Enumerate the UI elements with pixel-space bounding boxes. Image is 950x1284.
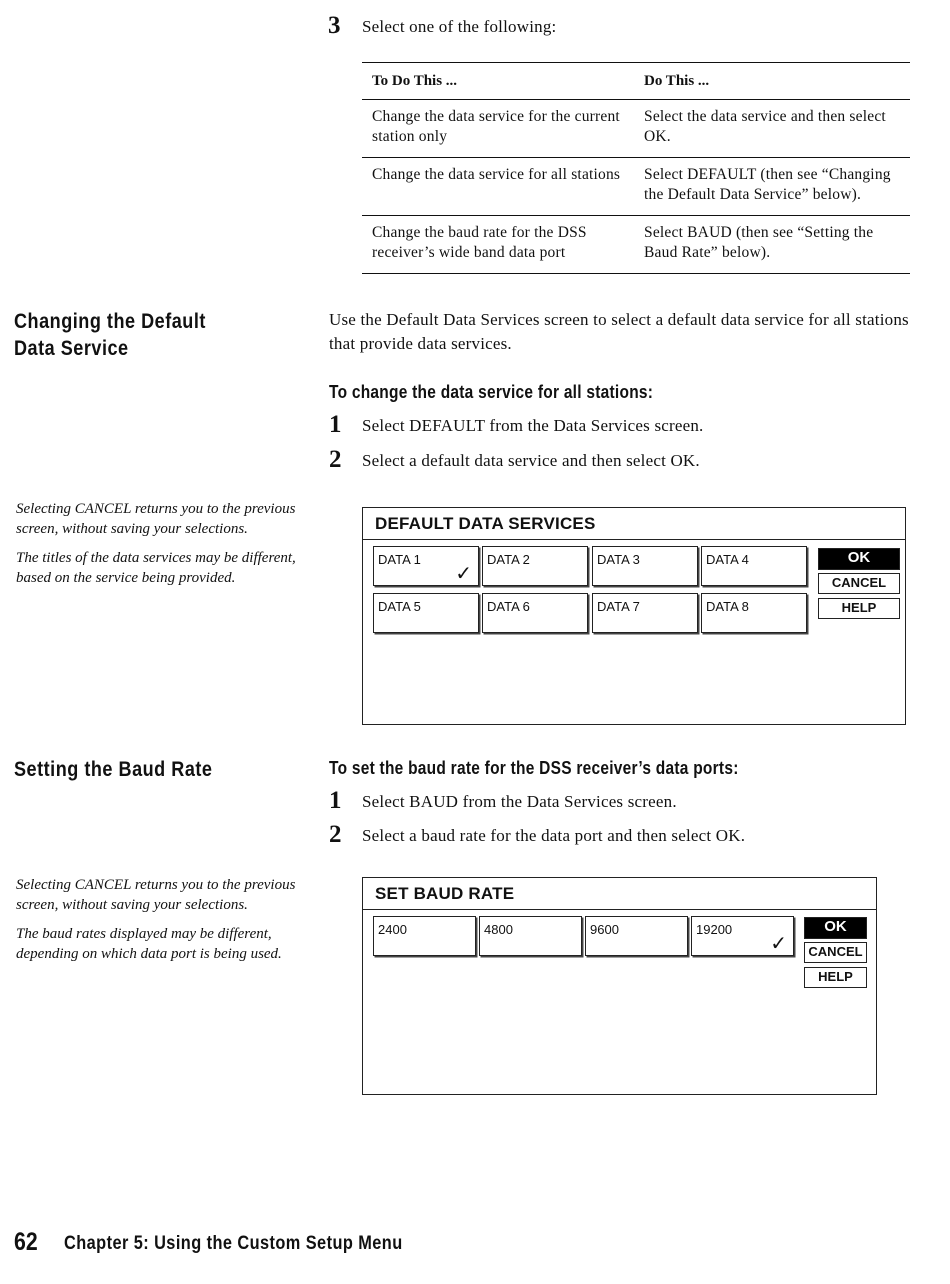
side-note	[16, 499, 301, 597]
help-button[interactable]: HELP	[818, 598, 900, 619]
data-option-6[interactable]	[482, 593, 588, 633]
table-row	[362, 158, 910, 216]
cancel-button[interactable]: CANCEL	[804, 942, 867, 963]
step-number: 2	[329, 446, 342, 473]
note-paragraph: Selecting CANCEL returns you to the previous screen, without saving your selections.	[16, 877, 296, 913]
data-option-1[interactable]	[373, 546, 479, 586]
option-label: 9600	[590, 922, 619, 937]
screen-title: DEFAULT DATA SERVICES	[363, 508, 905, 540]
data-option-7[interactable]	[592, 593, 698, 633]
step-text: Select DEFAULT from the Data Services screen.	[362, 416, 704, 435]
data-option-8[interactable]	[701, 593, 807, 633]
ok-button[interactable]: OK	[818, 548, 900, 570]
option-label: DATA 6	[487, 599, 530, 614]
chapter-title: Chapter 5: Using the Custom Setup Menu	[64, 1233, 403, 1254]
section-heading: Setting the Baud Rate	[14, 758, 213, 781]
step-text: Select a baud rate for the data port and then select OK.	[362, 826, 746, 845]
column-header: To Do This ...	[362, 63, 634, 100]
step-text: Select BAUD from the Data Services screen.	[362, 792, 677, 811]
section-heading	[14, 308, 206, 362]
note-paragraph: The titles of the data services may be different, based on the service being provided.	[16, 550, 296, 586]
table-cell: Select the data service and then select OK.	[634, 100, 910, 158]
baud-option-9600[interactable]	[585, 916, 688, 956]
data-option-3[interactable]	[592, 546, 698, 586]
default-data-services-screen	[362, 507, 906, 725]
step-number: 2	[329, 821, 342, 848]
table-cell: Select BAUD (then see “Setting the Baud Rate” below).	[634, 216, 910, 274]
note-paragraph: Selecting CANCEL returns you to the previous screen, without saving your selections.	[16, 501, 296, 537]
section-heading-line: Data Service	[14, 337, 129, 360]
table-cell: Select DEFAULT (then see “Changing the Default Data Service” below).	[634, 158, 910, 216]
table-row	[362, 216, 910, 274]
step-text: Select a default data service and then select OK.	[362, 451, 700, 470]
option-label: DATA 2	[487, 552, 530, 567]
section-intro: Use the Default Data Services screen to select a default data service for all stations that provide data services.	[329, 310, 909, 353]
step-number: 3	[328, 12, 341, 39]
option-label: DATA 8	[706, 599, 749, 614]
data-option-4[interactable]	[701, 546, 807, 586]
data-option-2[interactable]	[482, 546, 588, 586]
ok-button[interactable]: OK	[804, 917, 867, 939]
set-baud-rate-screen	[362, 877, 877, 1095]
option-label: 2400	[378, 922, 407, 937]
action-table	[362, 62, 910, 274]
table-cell: Change the baud rate for the DSS receiver’s wide band data port	[362, 216, 634, 274]
procedure-heading: To set the baud rate for the DSS receiver’s data ports:	[329, 758, 739, 778]
baud-option-2400[interactable]	[373, 916, 476, 956]
page-number: 62	[14, 1228, 38, 1256]
data-option-5[interactable]	[373, 593, 479, 633]
table-cell: Change the data service for the current station only	[362, 100, 634, 158]
option-label: DATA 4	[706, 552, 749, 567]
option-label: DATA 7	[597, 599, 640, 614]
procedure-heading: To change the data service for all stations:	[329, 382, 654, 402]
option-label: DATA 1	[378, 552, 421, 567]
screen-title: SET BAUD RATE	[363, 878, 876, 910]
table-header-row	[362, 63, 910, 100]
baud-option-19200[interactable]	[691, 916, 794, 956]
table-cell: Change the data service for all stations	[362, 158, 634, 216]
step-text: Select one of the following:	[362, 17, 557, 36]
column-header: Do This ...	[634, 63, 910, 100]
option-label: DATA 3	[597, 552, 640, 567]
option-label: 19200	[696, 922, 733, 937]
cancel-button[interactable]: CANCEL	[818, 573, 900, 594]
checkmark-icon: ✓	[770, 933, 787, 955]
step-number: 1	[329, 411, 342, 438]
option-label: 4800	[484, 922, 513, 937]
note-paragraph: The baud rates displayed may be different, depending on which data port is being used.	[16, 926, 282, 962]
checkmark-icon: ✓	[455, 563, 472, 585]
option-label: DATA 5	[378, 599, 421, 614]
baud-option-4800[interactable]	[479, 916, 582, 956]
table-row	[362, 100, 910, 158]
side-note	[16, 875, 306, 973]
help-button[interactable]: HELP	[804, 967, 867, 988]
section-heading-line: Changing the Default	[14, 310, 206, 333]
step-number: 1	[329, 787, 342, 814]
